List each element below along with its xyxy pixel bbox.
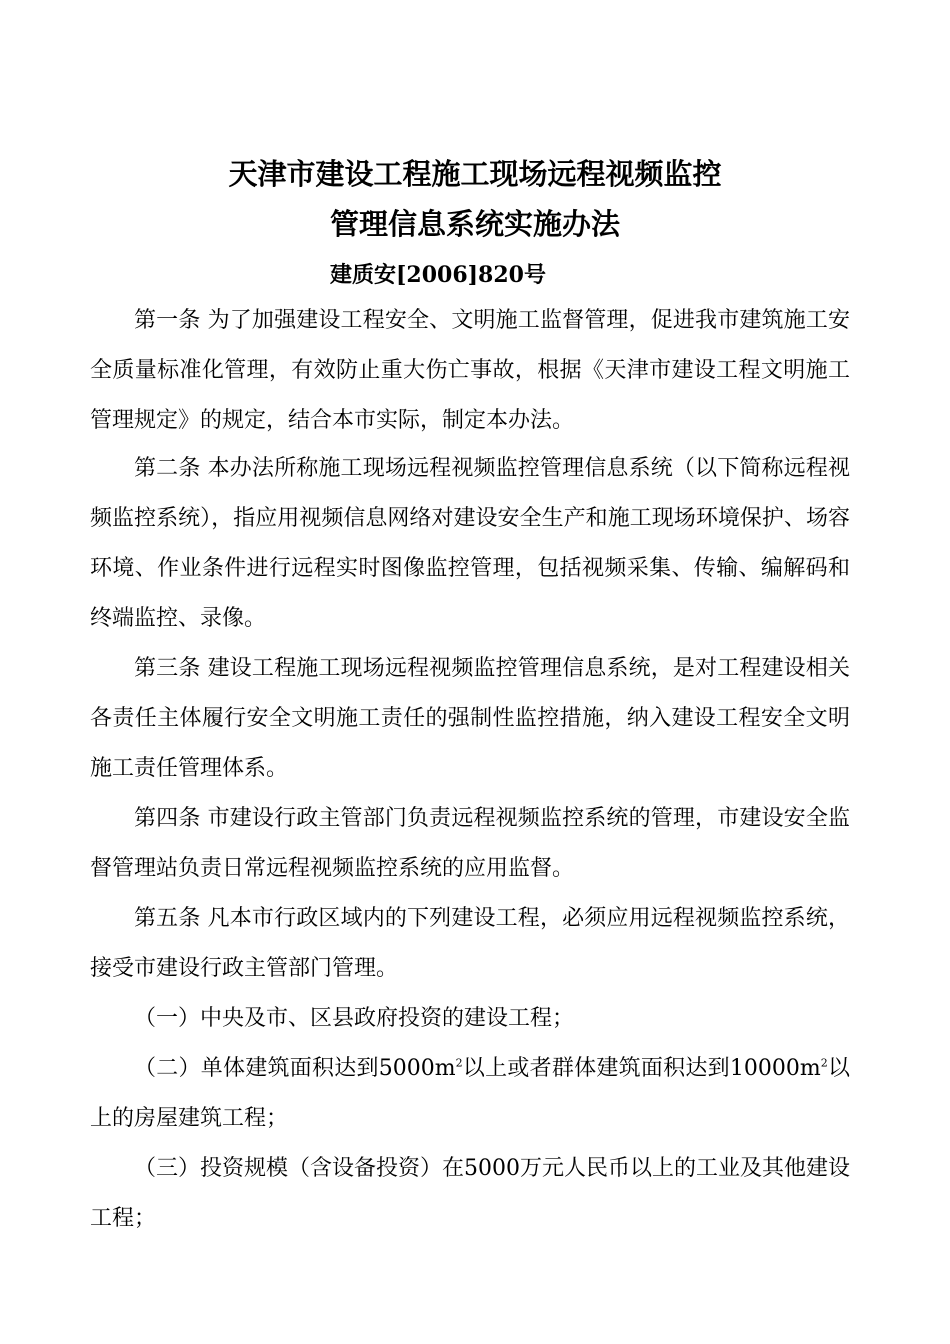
article-1: 第一条 为了加强建设工程安全、文明施工监督管理，促进我市建筑施工安全质量标准化管理，有效防止重大伤亡事故，根据《天津市建设工程文明施工管理规定》的规定，结合本市实际，制定本办法。 [90,308,850,433]
article-5-item-2 [90,1044,850,1144]
document-title-line2: 管理信息系统实施办法 [329,207,620,241]
superscript-2b: 2 [820,1056,828,1070]
article-5-item-3: （三）投资规模（含设备投资）在5000万元人民币以上的工业及其他建设工程； [90,1156,850,1231]
article-2: 第二条 本办法所称施工现场远程视频监控管理信息系统（以下简称远程视频监控系统），指应用视频信息网络对建设安全生产和施工现场环境保护、场容环境、作业条件进行远程实时图像监控管理，包括视频采集、传输、编解码和终端监控、录像。 [90,456,850,631]
document-number: 建质安[2006]820号 [330,262,546,288]
superscript-2a: 2 [455,1056,463,1070]
article-5-item-1: （一）中央及市、区县政府投资的建设工程； [134,1006,575,1031]
item-2-text-b: 以上或者群体建筑面积达到10000m [462,1056,821,1081]
article-4: 第四条 市建设行政主管部门负责远程视频监控系统的管理，市建设安全监督管理站负责日常远程视频监控系统的应用监督。 [90,806,850,881]
article-3: 第三条 建设工程施工现场远程视频监控管理信息系统，是对工程建设相关各责任主体履行安全文明施工责任的强制性监控措施，纳入建设工程安全文明施工责任管理体系。 [90,656,850,781]
document-title-line1: 天津市建设工程施工现场远程视频监控 [228,157,722,191]
article-5: 第五条 凡本市行政区域内的下列建设工程，必须应用远程视频监控系统，接受市建设行政主管部门管理。 [90,906,850,981]
item-2-text-a: （二）单体建筑面积达到5000m [134,1056,456,1081]
item-2-text-c: 以上的房屋建筑工程； [90,1056,850,1131]
